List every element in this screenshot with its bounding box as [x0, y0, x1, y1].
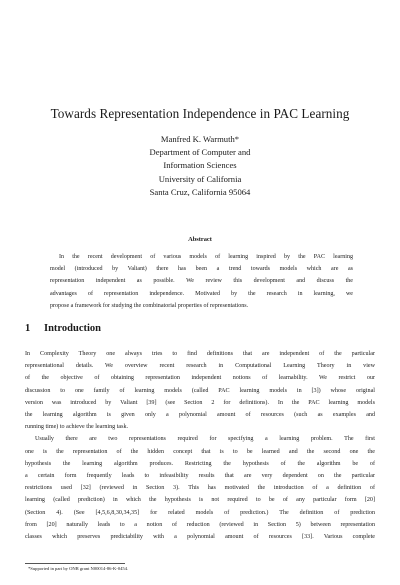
section-heading: [25, 323, 101, 334]
abstract-body: [50, 251, 353, 312]
body-text: [25, 348, 375, 543]
body-line: of the objective of obtaining representation independent notions of learnability. We restrict our: [25, 375, 375, 382]
abstract-line: advantages of representation independence. Motivated by the research in learning, we: [50, 290, 353, 297]
author-name: Manfred K. Warmuth*: [160, 134, 240, 144]
body-line: from [20] naturally leads to a notion of reduction (reviewed in Section 5) between representation: [25, 521, 375, 528]
footnote-rule: [25, 563, 125, 564]
body-line: one is the representation of the hidden concept that is to be learned and the second one the: [25, 448, 375, 455]
body-line: hypothesis the learning algorithm produces. Restricting the hypothesis of the algorithm be of: [25, 460, 375, 467]
author-affiliation-line: Santa Cruz, California 95064: [149, 186, 251, 197]
author-affiliation-line: Information Sciences: [163, 160, 237, 171]
body-line: In Complexity Theory one always tries to find definitions that are independent of the particular: [25, 351, 375, 357]
section-title: Introduction: [44, 323, 101, 334]
abstract-heading: Abstract: [188, 236, 212, 243]
body-line: classes which preserves predictability with a polynomial amount of resources [33]. Various complete: [25, 534, 375, 541]
body-line: running time) to achieve the learning task.: [25, 424, 129, 431]
author-block: [0, 133, 400, 199]
abstract-line: In the recent development of various models of learning inspired by the PAC learning: [59, 254, 353, 260]
paper-title: Towards Representation Independence in PAC Learning: [50, 106, 350, 121]
author-affiliation-line: University of California: [158, 173, 242, 184]
body-line: (Section 4). (See [4,5,6,8,30,34,35] for related models of prediction.) The definition of prediction: [25, 509, 375, 516]
body-line: Usually there are two representations required for specifying a learning problem. The first: [35, 436, 375, 443]
body-line: the learning algorithm is given only a polynomial amount of resources (such as examples and: [25, 412, 375, 419]
abstract-line: representation independent as possible. We review this development and discuss the: [50, 278, 353, 285]
body-line: discussion to one family of learning models (called PAC learning models in [3]) whose original: [25, 387, 375, 394]
body-line: version was introduced by Valiant [39] (see Section 2 for definitions). In the PAC learning models: [25, 399, 375, 406]
body-line: restrictions used [32] (reviewed in Section 3). This has motivated the introduction of a definition of: [25, 485, 375, 492]
body-line: learning (called prediction) in which the hypothesis is not required to be of any particular form [20]: [25, 497, 375, 504]
abstract-line: propose a framework for studying the combinatorial properties of representations.: [50, 302, 249, 309]
abstract-line: model (introduced by Valiant) there has been a trend towards models which are as: [50, 266, 353, 273]
footnote: *Supported in part by ONR grant N00014-86-K-0454.: [28, 566, 129, 571]
body-line: representational details. We overview recent research in Computational Learning Theory in view: [25, 363, 375, 370]
author-affiliation-line: Department of Computer and: [149, 147, 251, 158]
section-number: 1: [25, 323, 31, 334]
body-line: a certain form frequently leads to infeasibility results that are very dependent on the particular: [25, 473, 375, 480]
